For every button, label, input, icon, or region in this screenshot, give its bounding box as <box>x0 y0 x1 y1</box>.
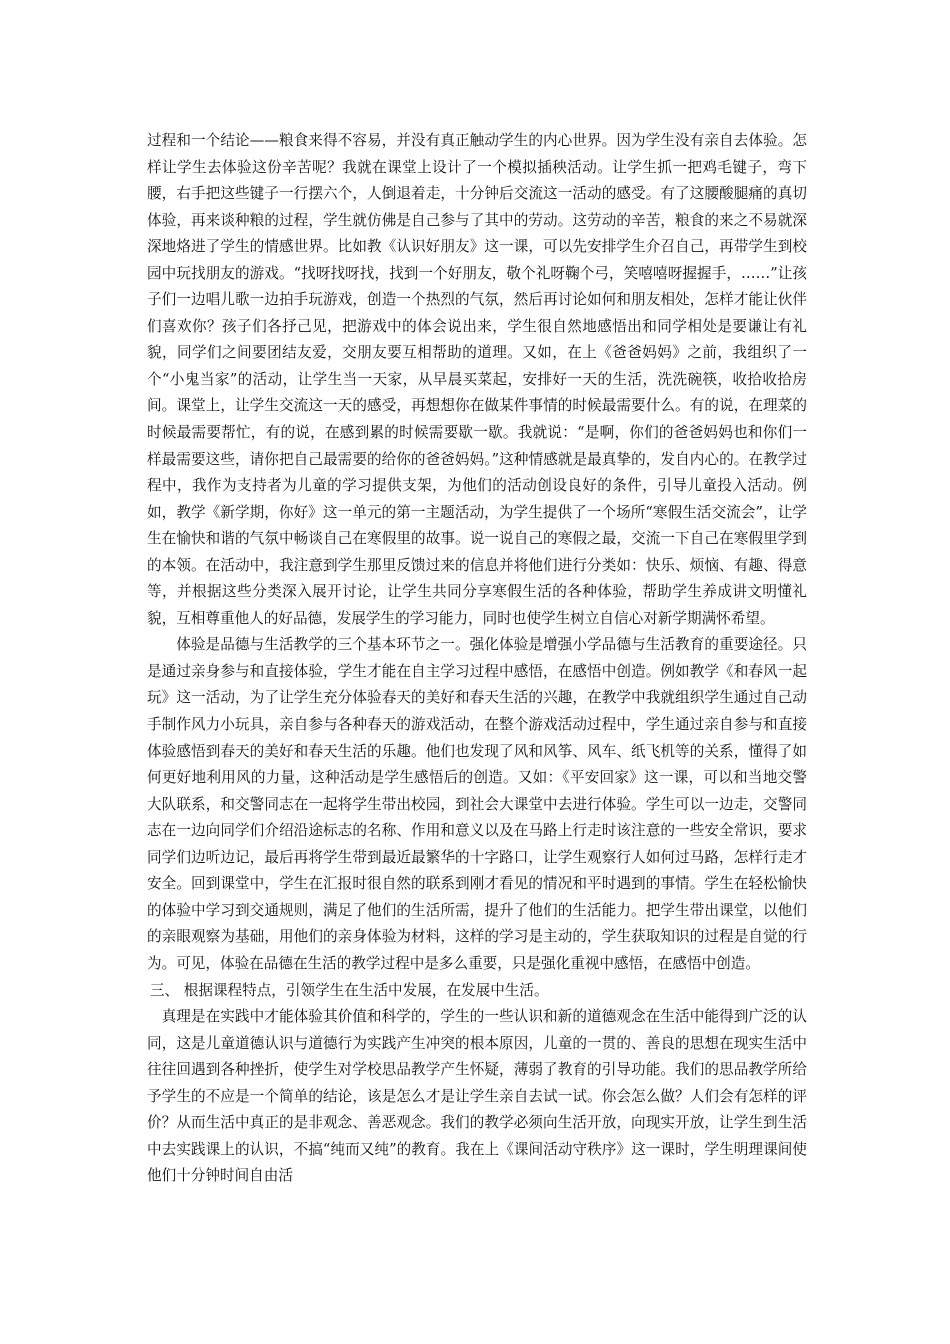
section-heading-3: 三、 根据课程特点，引领学生在生活中发展，在发展中生活。 <box>149 981 549 999</box>
body-paragraph-3: 真理是在实践中才能体验其价值和科学的，学生的一些认识和新的道德观念在生活中能得到广泛的认同，这是儿童道德认识与道德行为实践产生冲突的根本原因，儿童的一贯的、善良的思想在现实生活中往往回遇到各种挫折，使学生对学校思品教学产生怀疑，薄弱了教育的引导功能。我们的思品教学所给予学生的不应是一个简单的结论，该是怎么才是让学生亲自去试一试。你会怎么做？人们会有怎样的评价？从而生活中真正的是非观念、善恶观念。我们的教学必须向生活开放，向现实开放，让学生到生活中去实践课上的认识，不搞“纯而又纯”的教育。我在上《课间活动守秩序》这一课时，学生明理课间使他们十分钟时间自由活 <box>147 1008 807 1185</box>
body-paragraph-1: 过程和一个结论——粮食来得不容易，并没有真正触动学生的内心世界。因为学生没有亲自去体验。怎样让学生去体验这份辛苦呢？我就在课堂上设计了一个模拟插秧活动。让学生抓一把鸡毛键子，弯下腰，右手把这些键子一行摆六个，人倒退着走，十分钟后交流这一活动的感受。有了这腰酸腿痛的真切体验，再来谈种粮的过程，学生就仿佛是自己参与了其中的劳动。这劳动的辛苦，粮食的来之不易就深深地烙进了学生的情感世界。比如教《认识好朋友》这一课，可以先安排学生介召自己，再带学生到校园中玩找朋友的游戏。“找呀找呀找，找到一个好朋友，敬个礼呀鞠个弓，笑嘻嘻呀握握手，……”让孩子们一边唱儿歌一边拍手玩游戏，创造一个热烈的气氛，然后再讨论如何和朋友相处，怎样才能让伙伴们喜欢你？孩子们各抒己见，把游戏中的体会说出来，学生很自然地感悟出和同学相处是要谦让有礼貌，同学们之间要团结友爱，交朋友要互相帮助的道理。又如，在上《爸爸妈妈》之前，我组织了一个“小鬼当家”的活动，让学生当一天家，从早晨买菜起，安排好一天的生活，洗洗碗筷，收拾收拾房间。课堂上，让学生交流这一天的感受，再想想你在做某件事情的时候最需要什么。有的说，在理菜的时候最需要帮忙，有的说，在感到累的时候需要歇一歇。我就说：“是啊，你们的爸爸妈妈也和你们一样最需要这些，请你把自己最需要的给你的爸爸妈妈。”这种情感就是最真挚的，发自内心的。在教学过程中，我作为支持者为儿童的学习提供支架，为他们的活动创设良好的条件，引导儿童投入活动。例如，教学《新学期，你好》这一单元的第一主题活动，为学生提供了一个场所“寒假生活交流会”，让学生在愉快和谐的气氛中畅谈自己在寒假里的故事。说一说自己的寒假之最，交流一下自己在寒假里学到的本领。在活动中，我注意到学生那里反馈过来的信息并将他们进行分类如：快乐、烦恼、有趣、得意等，并根据这些分类深入展开讨论，让学生共同分享寒假生活的各种体验，帮助学生养成讲文明懂礼貌，互相尊重他人的好品德，发展学生的学习能力，同时也使学生树立自信心对新学期满怀希望。 <box>147 132 807 627</box>
body-paragraph-2: 体验是品德与生活教学的三个基本环节之一。强化体验是增强小学品德与生活教育的重要途径。只是通过亲身参与和直接体验，学生才能在自主学习过程中感悟，在感悟中创造。例如教学《和春风一起玩》这一活动，为了让学生充分体验春天的美好和春天生活的兴趣，在教学中我就组织学生通过自己动手制作风力小玩具，亲自参与各种春天的游戏活动，在整个游戏活动过程中，学生通过亲自参与和直接体验感悟到春天的美好和春天生活的乐趣。他们也发现了风和风筝、风车、纸飞机等的关系，懂得了如何更好地利用风的力量，这种活动是学生感悟后的创造。又如：《平安回家》这一课，可以和当地交警大队联系，和交警同志在一起将学生带出校园，到社会大课堂中去进行体验。学生可以一边走，交警同志在一边向同学们介绍沿途标志的名称、作用和意义以及在马路上行走时该注意的一些安全常识，要求同学们边听边记，最后再将学生带到最近最繁华的十字路口，让学生观察行人如何过马路，怎样行走才安全。回到课堂中，学生在汇报时很自然的联系到刚才看见的情况和平时遇到的事情。学生在轻松愉快的体验中学习到交通规则，满足了他们的生活所需，提升了他们的生活能力。把学生带出课堂，以他们的亲眼观察为基础，用他们的亲身体验为材料，这样的学习是主动的，学生获取知识的过程是自觉的行为。可见，体验在品德在生活的教学过程中是多么重要，只是强化重视中感悟，在感悟中创造。 <box>147 636 807 972</box>
document-page <box>147 128 807 1190</box>
